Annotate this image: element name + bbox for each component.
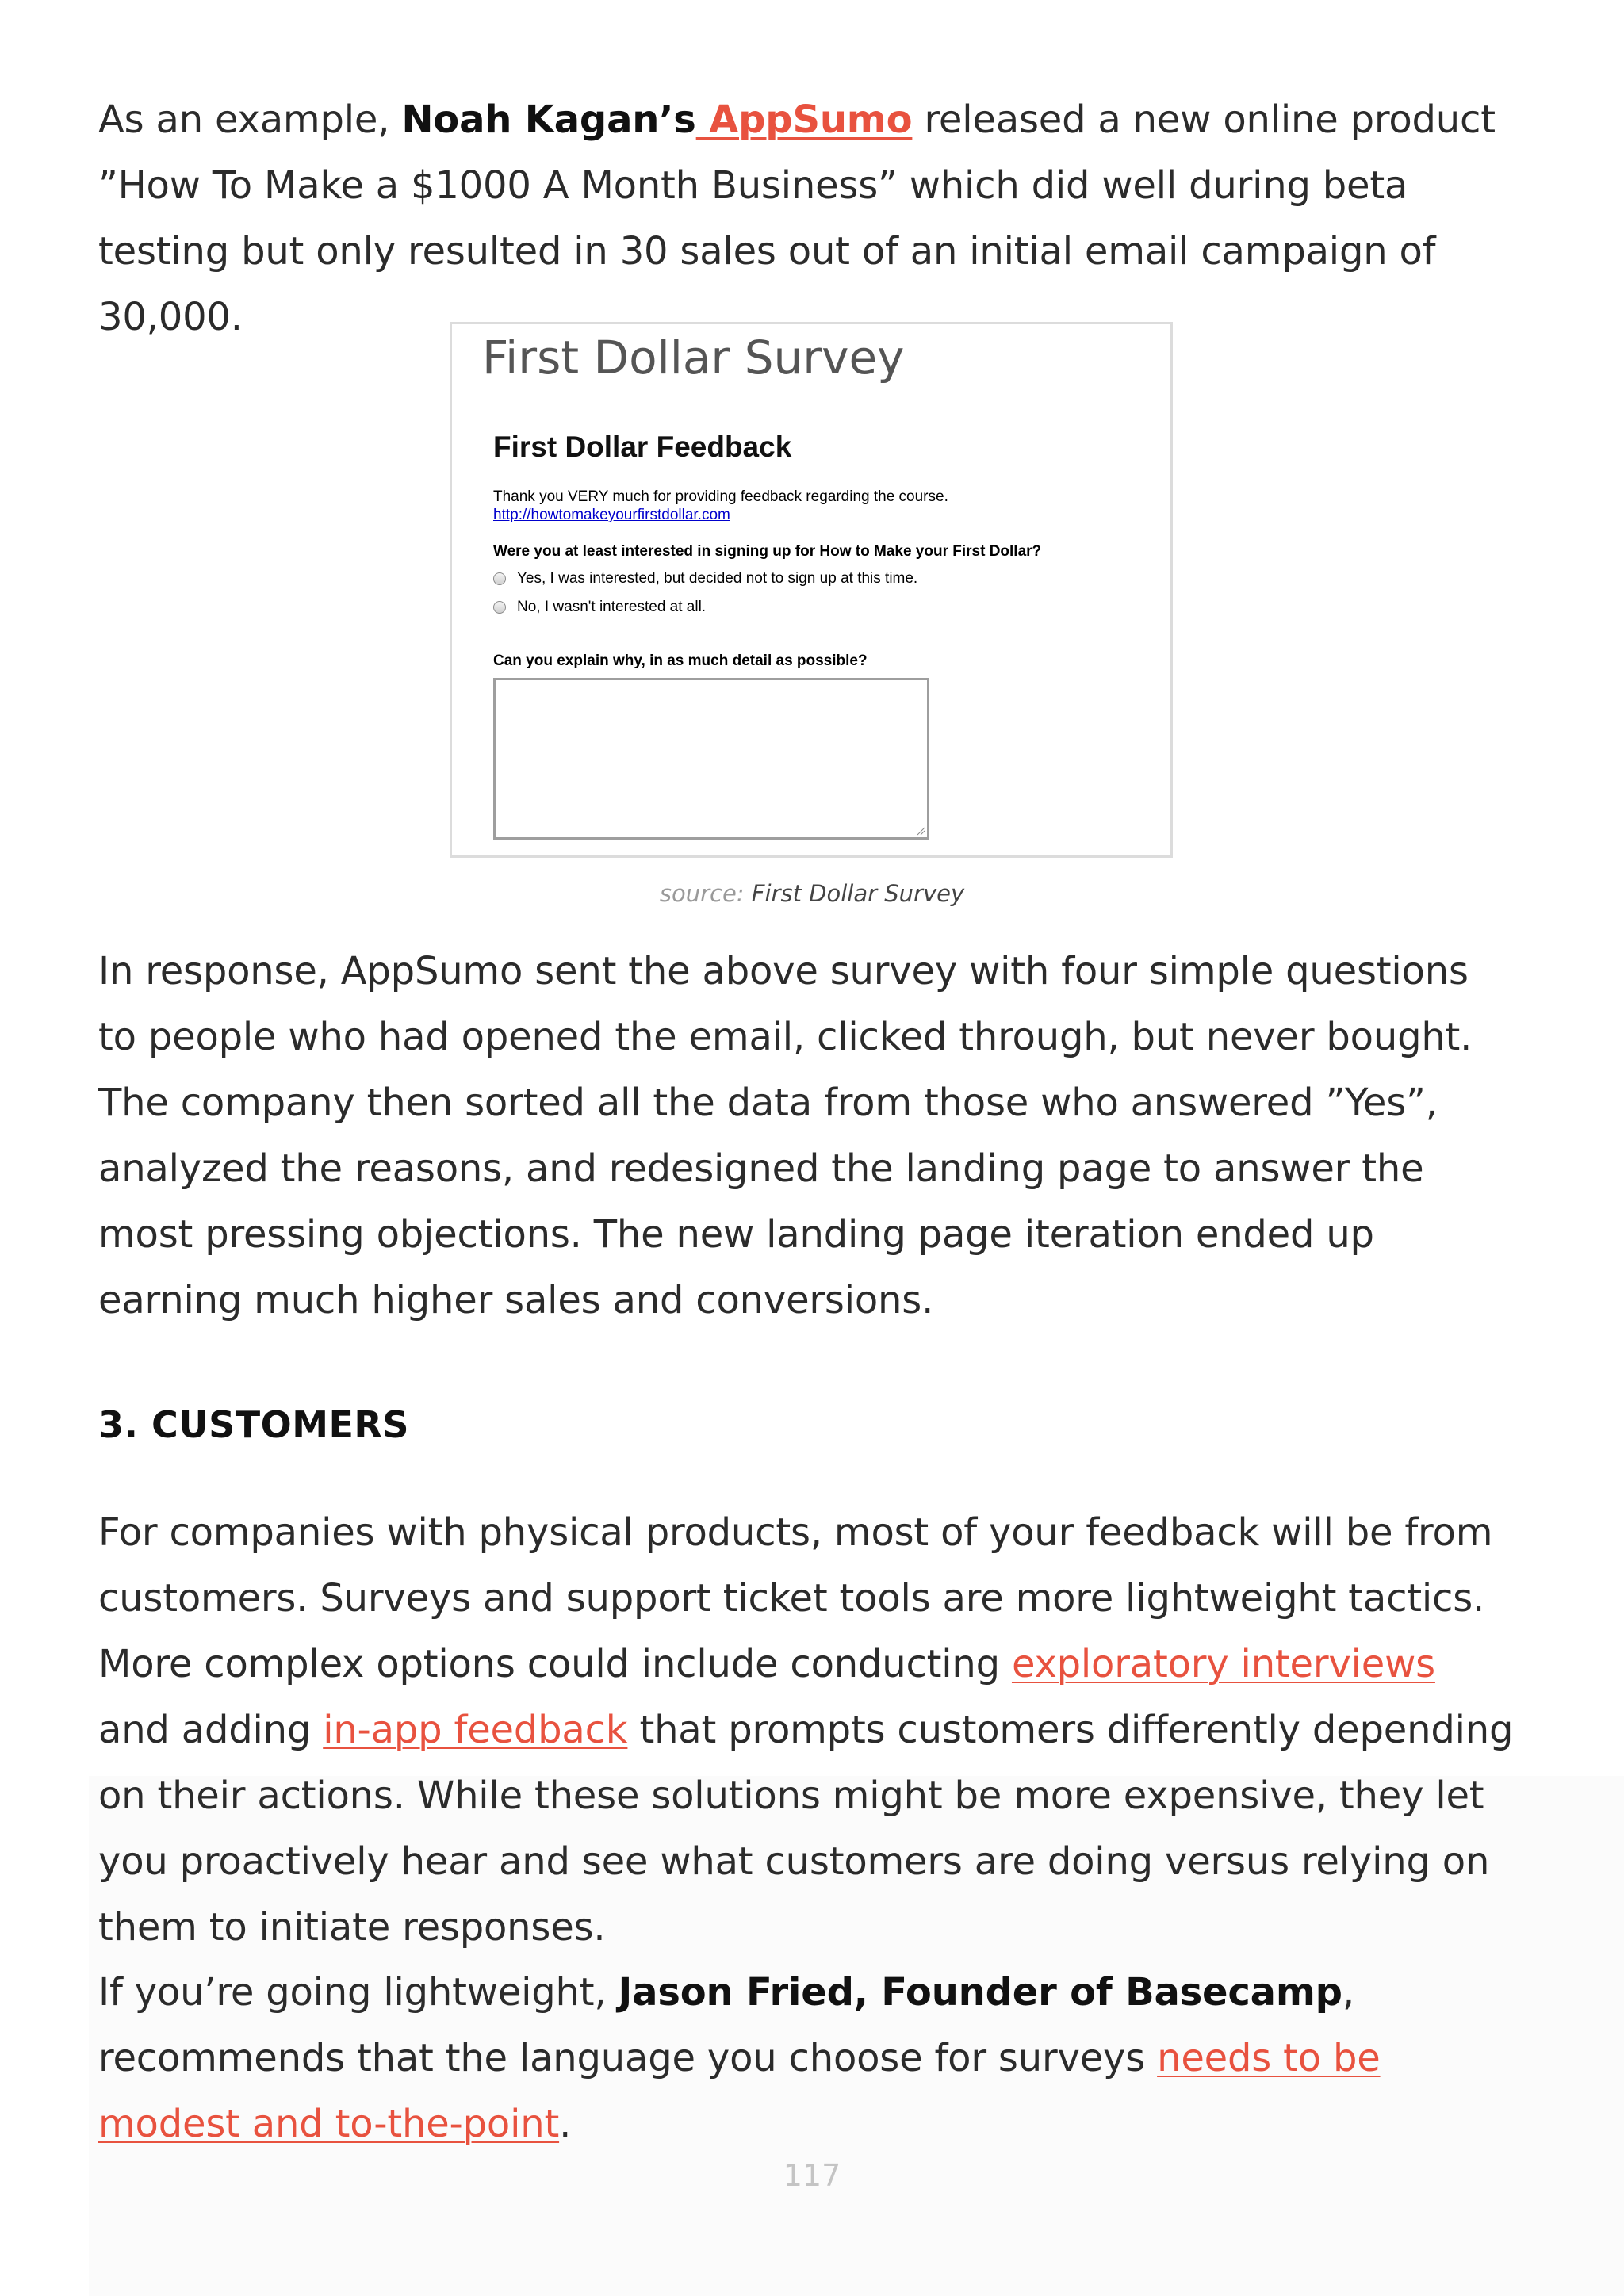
modest-to-the-point-link[interactable]: needs to be modest and to-the-point xyxy=(98,2036,1381,2146)
survey-url-link[interactable]: http://howtomakeyourfirstdollar.com xyxy=(493,507,730,523)
survey-heading: First Dollar Feedback xyxy=(493,430,792,463)
customers-paragraph xyxy=(98,1500,1518,1961)
survey-question-interest: Were you at least interested in signing up for How to Make your First Dollar? xyxy=(493,543,1042,560)
intro-text-before: As an example, xyxy=(98,98,402,142)
customers-text-3: that prompts customers differently depending on their actions. While these solutions might be more expensive, they let you proactively hear and see what customers are doing versus relying on them to initiate responses. xyxy=(98,1708,1514,1950)
caption-label: source: xyxy=(659,880,745,907)
in-app-feedback-link[interactable]: in-app feedback xyxy=(323,1708,628,1752)
resize-grip-icon[interactable] xyxy=(916,826,925,836)
jason-text-3: . xyxy=(559,2102,572,2146)
response-section xyxy=(98,939,1518,1334)
survey-screenshot xyxy=(450,322,1173,858)
jason-paragraph xyxy=(98,1960,1518,2157)
jason-text-1: If you’re going lightweight, xyxy=(98,1970,619,2015)
survey-option-no-label: No, I wasn't interested at all. xyxy=(517,599,707,615)
intro-text-after: released a new online product ”How To Make a $1000 A Month Business” which did well during beta testing but only resulted in 30 sales out of an initial email campaign of 30,000. xyxy=(98,98,1496,339)
jason-text-2: , recommends that the language you choose for surveys xyxy=(98,1970,1354,2080)
image-caption xyxy=(0,880,1624,907)
survey-option-yes-label: Yes, I was interested, but decided not to sign up at this time. xyxy=(517,570,918,587)
section-heading-customers: 3. CUSTOMERS xyxy=(98,1403,409,1446)
customers-text-2: and adding xyxy=(98,1708,324,1752)
exploratory-interviews-link[interactable]: exploratory interviews xyxy=(1011,1642,1435,1686)
jason-paragraph-block xyxy=(98,1960,1518,2157)
customers-paragraph-block xyxy=(98,1500,1518,1961)
page-number: 117 xyxy=(783,2158,841,2193)
intro-paragraph xyxy=(98,87,1518,350)
customers-text-1: For companies with physical products, most of your feedback will be from customers. Surveys and support ticket tools are more lightweight tactics. More complex options could include conducting xyxy=(98,1510,1493,1686)
radio-button-icon[interactable] xyxy=(493,601,506,614)
survey-thanks-text: Thank you VERY much for providing feedback regarding the course. xyxy=(493,488,948,505)
caption-source: First Dollar Survey xyxy=(751,880,965,907)
page-content xyxy=(98,87,1518,350)
survey-question-explain: Can you explain why, in as much detail as possible? xyxy=(493,652,868,669)
survey-option-no[interactable] xyxy=(493,599,706,616)
jason-person: Jason Fried, Founder of Basecamp xyxy=(618,1970,1342,2015)
survey-explain-textarea[interactable] xyxy=(493,678,929,840)
survey-option-yes[interactable] xyxy=(493,570,917,587)
intro-person: Noah Kagan’s xyxy=(401,98,696,142)
customers-section xyxy=(98,1403,1518,1446)
survey-title: First Dollar Survey xyxy=(482,331,905,385)
appsumo-link[interactable]: AppSumo xyxy=(695,98,913,142)
radio-button-icon[interactable] xyxy=(493,572,506,585)
response-paragraph: In response, AppSumo sent the above survey with four simple questions to people who had opened the email, clicked through, but never bought. The company then sorted all the data from those who answered ”Yes”, analyzed the reasons, and redesigned the landing page to answer the most pressing objections. The new landing page iteration ended up earning much higher sales and conversions. xyxy=(98,949,1473,1322)
